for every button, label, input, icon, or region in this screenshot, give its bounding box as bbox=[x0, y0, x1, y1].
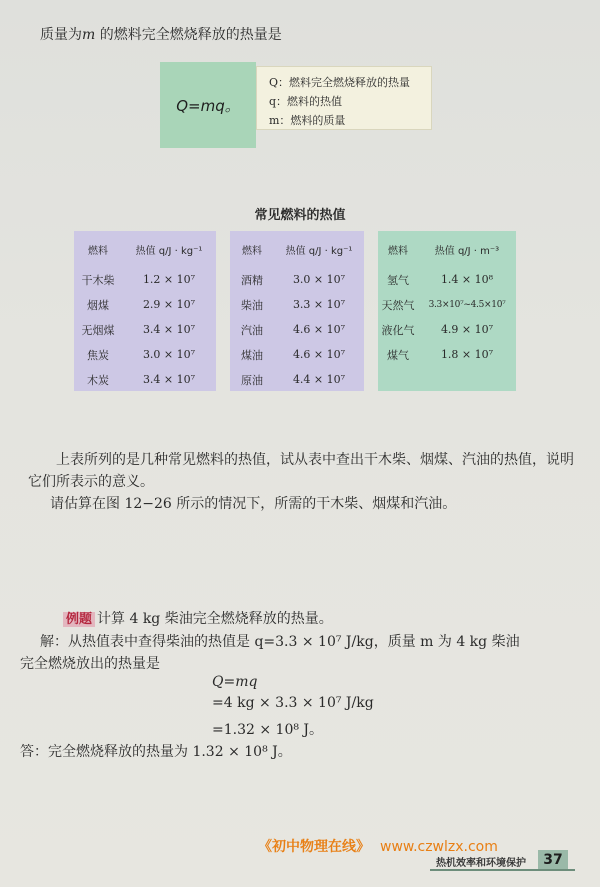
table-header bbox=[378, 231, 516, 267]
fuel-value: 3.0 × 10⁷ bbox=[292, 273, 346, 286]
fuel-name: 酒精 bbox=[241, 273, 263, 287]
chapter-title: 热机效率和环境保护 bbox=[436, 858, 526, 869]
table-row bbox=[74, 267, 216, 292]
fuel-name: 氢气 bbox=[387, 273, 409, 287]
header-value: 热值 q/J · kg⁻¹ bbox=[285, 245, 353, 257]
fuel-name: 煤油 bbox=[241, 348, 263, 362]
table-header bbox=[230, 231, 364, 267]
table-row bbox=[230, 267, 364, 292]
intro-pre: 质量为 bbox=[40, 27, 82, 43]
watermark-title: 《初中物理在线》 bbox=[258, 839, 370, 855]
fuel-name: 干木柴 bbox=[81, 273, 115, 287]
example-question bbox=[63, 608, 333, 628]
table-row bbox=[230, 367, 364, 392]
header-fuel: 燃料 bbox=[388, 245, 408, 257]
fuel-name: 煤气 bbox=[387, 348, 409, 362]
formula-def-m: m：燃料的质量 bbox=[269, 114, 346, 127]
fuel-table-gas bbox=[378, 231, 516, 391]
table-row bbox=[378, 342, 516, 367]
example-question-text: 计算 4 kg 柴油完全燃烧释放的热量。 bbox=[97, 611, 333, 627]
table-row bbox=[378, 317, 516, 342]
solution-line-1: 解：从热值表中查得柴油的热值是 q=3.3 × 10⁷ J/kg，质量 m 为 4 kg 柴油 bbox=[40, 634, 520, 650]
fuel-value: 3.4 × 10⁷ bbox=[142, 373, 196, 386]
fuel-name: 液化气 bbox=[381, 323, 415, 337]
table-row bbox=[378, 267, 516, 292]
fuel-table-solid bbox=[74, 231, 216, 391]
table-header bbox=[74, 231, 216, 267]
answer-line: 答：完全燃烧释放的热量为 1.32 × 10⁸ J。 bbox=[20, 744, 292, 760]
formula-def-q-lower: q：燃料的热值 bbox=[269, 95, 343, 108]
formula-box bbox=[160, 62, 256, 148]
formula-main: Q=mq。 bbox=[176, 96, 240, 115]
header-fuel: 燃料 bbox=[88, 245, 108, 257]
fuel-value: 3.4 × 10⁷ bbox=[142, 323, 196, 336]
intro-post: 的燃料完全燃烧释放的热量是 bbox=[95, 27, 282, 43]
fuel-value: 4.9 × 10⁷ bbox=[440, 323, 494, 336]
paragraph-estimate: 请估算在图 12−26 所示的情况下，所需的干木柴、烟煤和汽油。 bbox=[50, 496, 457, 512]
formula-definitions bbox=[256, 66, 432, 130]
watermark-url: www.czwlzx.com bbox=[380, 839, 498, 855]
calc-line-2: =4 kg × 3.3 × 10⁷ J/kg bbox=[212, 695, 374, 711]
table-row bbox=[230, 342, 364, 367]
fuel-value: 3.3 × 10⁷ bbox=[292, 298, 346, 311]
fuel-name: 无烟煤 bbox=[81, 323, 115, 337]
table-row bbox=[74, 342, 216, 367]
formula-def-q-upper: Q：燃料完全燃烧释放的热量 bbox=[269, 76, 411, 89]
header-value: 热值 q/J · m⁻³ bbox=[434, 245, 500, 257]
fuel-value: 1.2 × 10⁷ bbox=[142, 273, 196, 286]
fuel-value: 3.3×10⁷~4.5×10⁷ bbox=[428, 299, 506, 310]
table-title: 常见燃料的热值 bbox=[254, 208, 346, 223]
fuel-name: 原油 bbox=[241, 373, 263, 387]
table-row bbox=[378, 292, 516, 317]
fuel-name: 汽油 bbox=[241, 323, 263, 337]
intro-line bbox=[40, 24, 282, 44]
fuel-name: 木炭 bbox=[87, 373, 109, 387]
example-tag: 例题 bbox=[63, 612, 95, 627]
calc-line-1: Q=mq bbox=[212, 674, 258, 690]
header-fuel: 燃料 bbox=[242, 245, 262, 257]
watermark bbox=[258, 836, 498, 856]
calc-line-3: =1.32 × 10⁸ J。 bbox=[212, 722, 324, 738]
fuel-value: 1.8 × 10⁷ bbox=[440, 348, 494, 361]
solution-line-2: 完全燃烧放出的热量是 bbox=[20, 656, 160, 672]
fuel-table-liquid bbox=[230, 231, 364, 391]
fuel-value: 4.6 × 10⁷ bbox=[292, 348, 346, 361]
fuel-name: 柴油 bbox=[241, 298, 263, 312]
table-row bbox=[230, 292, 364, 317]
header-value: 热值 q/J · kg⁻¹ bbox=[135, 245, 203, 257]
fuel-name: 焦炭 bbox=[87, 348, 109, 362]
fuel-name: 烟煤 bbox=[87, 298, 109, 312]
fuel-name: 天然气 bbox=[381, 298, 415, 312]
table-row bbox=[230, 317, 364, 342]
paragraph-heat-value-meaning: 上表所列的是几种常见燃料的热值，试从表中查出干木柴、烟煤、汽油的热值，说明它们所表示的意义。 bbox=[28, 452, 574, 490]
table-row bbox=[74, 367, 216, 392]
page-number: 37 bbox=[538, 850, 568, 870]
fuel-value: 3.0 × 10⁷ bbox=[142, 348, 196, 361]
footer-rule bbox=[430, 869, 575, 871]
fuel-value: 1.4 × 10⁸ bbox=[440, 273, 494, 286]
table-row bbox=[74, 317, 216, 342]
fuel-value: 4.6 × 10⁷ bbox=[292, 323, 346, 336]
fuel-value: 2.9 × 10⁷ bbox=[142, 298, 196, 311]
fuel-value: 4.4 × 10⁷ bbox=[292, 373, 346, 386]
table-row bbox=[74, 292, 216, 317]
intro-var: m bbox=[82, 27, 96, 43]
